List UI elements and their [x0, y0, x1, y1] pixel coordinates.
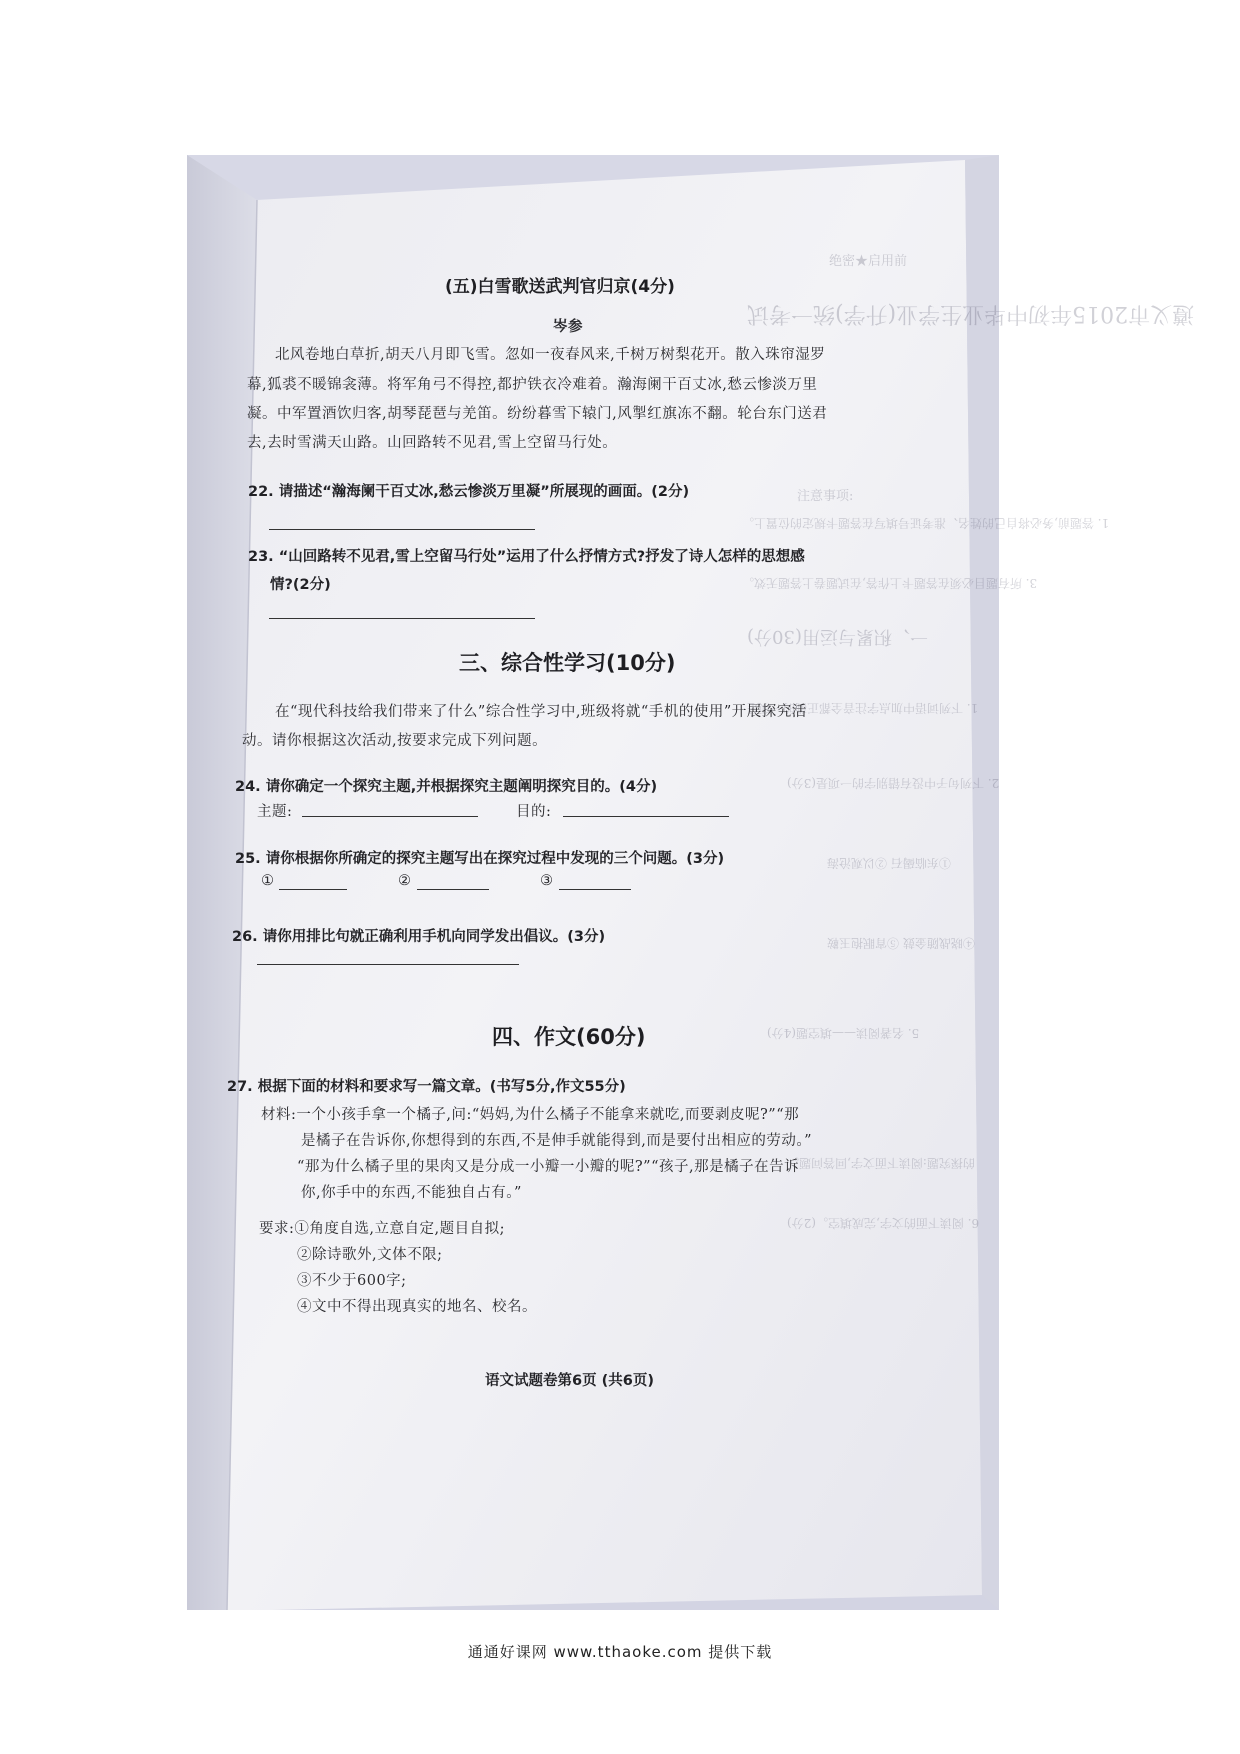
question-23: 23. “山回路转不见君,雪上空留马行处”运用了什么抒情方式?抒发了诗人怎样的思想感	[248, 549, 805, 565]
section-3-intro: 动。请你根据这次活动,按要求完成下列问题。	[242, 733, 548, 749]
bleed-through-text: 6. 阅读下面的文字,完成填空。(2分)	[787, 1216, 980, 1230]
bleed-through-text: ①东临碣石 ②以观沧海	[827, 856, 951, 870]
q25-mark-1: ①	[261, 873, 275, 889]
paper-sheet	[187, 155, 1195, 1610]
q25-blank-2[interactable]	[417, 888, 489, 890]
q24-purpose-blank[interactable]	[563, 815, 729, 817]
poem-line: 幕,狐裘不暖锦衾薄。将军角弓不得控,都护铁衣冷难着。瀚海阑干百丈冰,愁云惨淡万里	[247, 377, 818, 393]
requirement-line: 要求:①角度自选,立意自定,题目自拟;	[259, 1221, 505, 1237]
page-footer: 语文试题卷第6页 (共6页)	[485, 1373, 654, 1389]
question-24: 24. 请你确定一个探究主题,并根据探究主题阐明探究目的。(4分)	[235, 779, 658, 795]
question-26: 26. 请你用排比句就正确利用手机向同学发出倡议。(3分)	[232, 929, 606, 945]
poem-title: (五)白雪歌送武判官归京(4分)	[445, 277, 675, 297]
requirement-line: ②除诗歌外,文体不限;	[297, 1247, 443, 1263]
q24-purpose-label: 目的:	[516, 804, 552, 820]
question-22: 22. 请描述“瀚海阑干百丈冰,愁云惨淡万里凝”所展现的画面。(2分)	[248, 484, 690, 500]
bleed-through-text: 注意事项:	[797, 489, 854, 504]
bleed-through-text: 绝密★启用前	[829, 254, 908, 269]
requirement-line: ④文中不得出现真实的地名、校名。	[297, 1299, 537, 1315]
question-23-cont: 情?(2分)	[270, 577, 331, 593]
poem-line: 凝。中军置酒饮归客,胡琴琵琶与羌笛。纷纷暮雪下辕门,风掣红旗冻不翻。轮台东门送君	[247, 406, 828, 422]
poem-line: 北风卷地白草折,胡天八月即飞雪。忽如一夜春风来,千树万树梨花开。散入珠帘湿罗	[275, 347, 826, 363]
exam-page-photo	[187, 155, 1195, 1610]
download-caption: 通通好课网 www.tthaoke.com 提供下载	[467, 1643, 773, 1661]
answer-line-26[interactable]	[257, 963, 519, 965]
question-25: 25. 请你根据你所确定的探究主题写出在探究过程中发现的三个问题。(3分)	[235, 851, 725, 867]
bleed-through-text: 5. 名著阅读——填空题(4分)	[767, 1026, 920, 1040]
bleed-through-text: 3. 所有题目必须在答题卡上作答,在试题卷上答题无效。	[742, 576, 1038, 590]
bleed-through-text: ④晓战随金鼓 ⑤宵眠抱玉鞍	[827, 936, 975, 950]
material-line: 是橘子在告诉你,你想得到的东西,不是伸手就能得到,而是要付出相应的劳动。”	[301, 1133, 812, 1149]
bleed-through-text: 1. 下列词语中加点字注音全都正确的一项是	[747, 701, 979, 715]
bleed-through-text: 2. 下列句子中没有错别字的一项是(3分)	[787, 776, 1000, 790]
bleed-through-text: 遵义市2015年初中毕业生学业(升学)统一考试	[747, 301, 1195, 326]
section-3-title: 三、综合性学习(10分)	[459, 651, 676, 675]
bleed-through-text: 一、积累与运用(30分)	[747, 626, 928, 647]
material-line: “那为什么橘子里的果肉又是分成一小瓣一小瓣的呢?”“孩子,那是橘子在告诉	[297, 1159, 800, 1175]
q25-blank-3[interactable]	[559, 888, 631, 890]
bleed-through-text: 1. 答题前,务必将自己的姓名、准考证号填写在答题卡规定的位置上。	[742, 516, 1110, 530]
requirement-line: ③不少于600字;	[297, 1273, 407, 1289]
section-4-title: 四、作文(60分)	[492, 1025, 646, 1049]
material-line: 材料:一个小孩手拿一个橘子,问:“妈妈,为什么橘子不能拿来就吃,而要剥皮呢?”“那	[261, 1107, 800, 1123]
q24-theme-blank[interactable]	[302, 815, 478, 817]
answer-line-23[interactable]	[269, 617, 535, 619]
answer-line-22[interactable]	[269, 528, 535, 530]
bleed-through-text: 的探究题:阅读下面文字,回答问题。	[787, 1156, 975, 1170]
q25-mark-2: ②	[398, 873, 412, 889]
poem-author: 岑参	[553, 318, 583, 335]
q25-mark-3: ③	[540, 873, 554, 889]
q25-blank-1[interactable]	[279, 888, 347, 890]
question-27: 27. 根据下面的材料和要求写一篇文章。(书写5分,作文55分)	[227, 1079, 626, 1095]
exam-content	[187, 155, 999, 1610]
material-line: 你,你手中的东西,不能独自占有。”	[301, 1185, 522, 1201]
q24-theme-label: 主题:	[257, 804, 293, 820]
poem-line: 去,去时雪满天山路。山回路转不见君,雪上空留马行处。	[247, 435, 618, 451]
section-3-intro: 在“现代科技给我们带来了什么”综合性学习中,班级将就“手机的使用”开展探究活	[275, 704, 807, 720]
